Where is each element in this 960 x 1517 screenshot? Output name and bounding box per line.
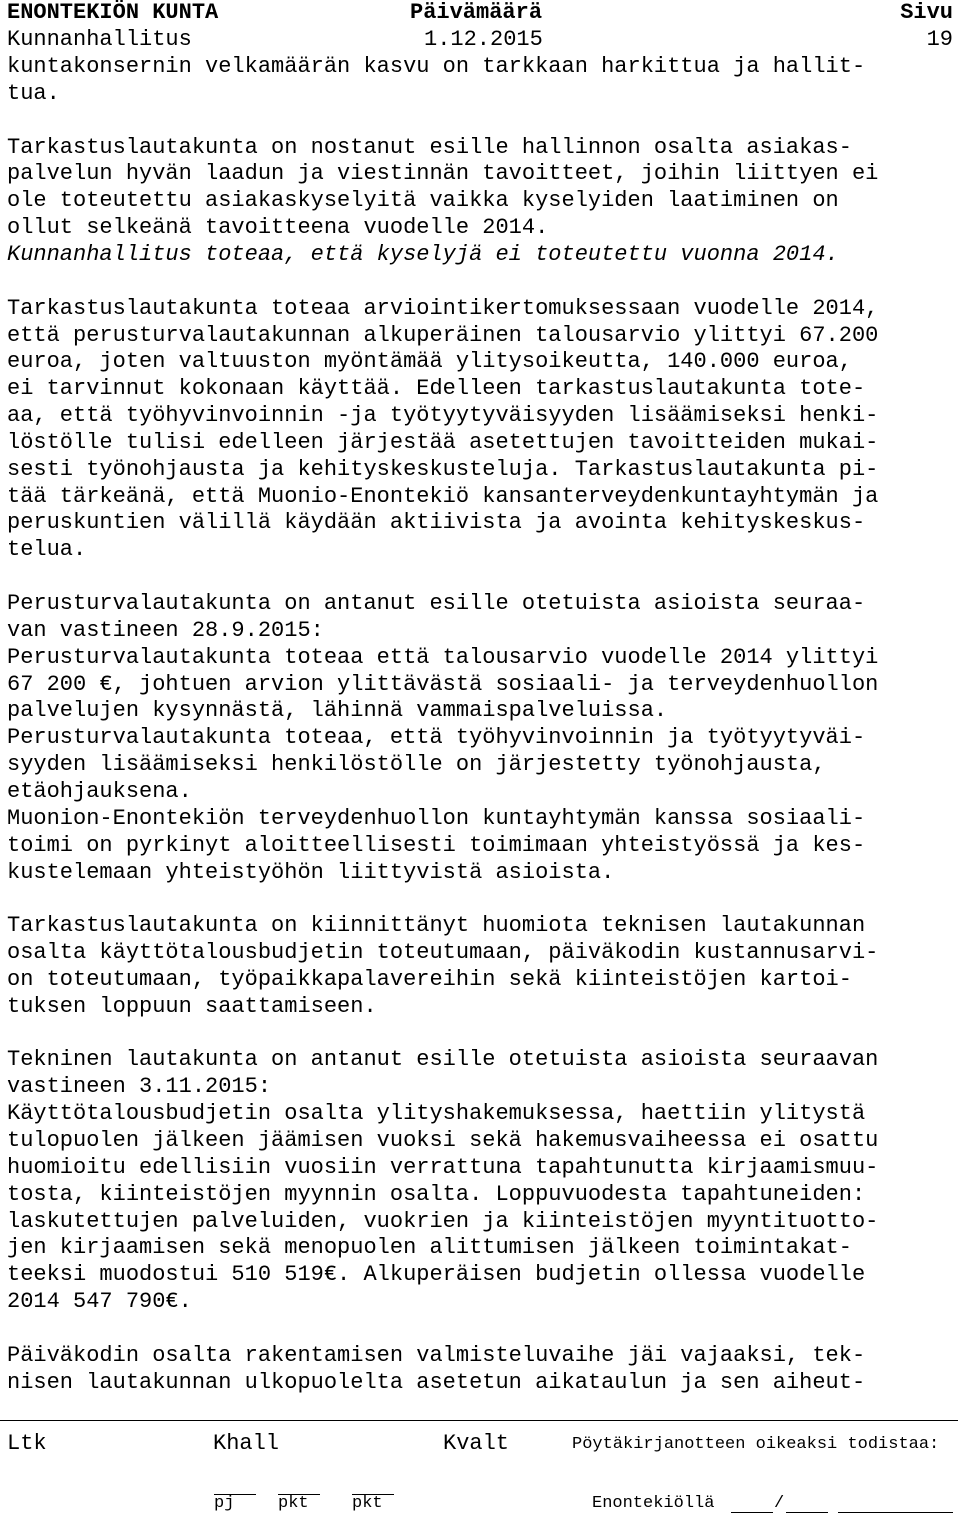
footer-pj: pj: [214, 1494, 235, 1513]
text-line: Perusturvalautakunta toteaa että talousarvio vuodelle 2014 ylittyi: [7, 644, 879, 670]
text-line: on toteutumaan, työpaikkapalavereihin sekä kiinteistöjen kartoi-: [7, 966, 852, 992]
text-line: Käyttötalousbudjetin osalta ylityshakemuksessa, haettiin ylitystä: [7, 1101, 866, 1127]
text-line: tua.: [7, 80, 60, 106]
text-line: Tekninen lautakunta on antanut esille otetuista asioista seuraavan: [7, 1047, 879, 1073]
text-line: jen kirjaamisen sekä menopuolen alittumisen jälkeen toimintakat-: [7, 1235, 852, 1261]
text-line: huomioitu edellisiin vuosiin verrattuna tapahtunutta kirjaamismuu-: [7, 1154, 879, 1180]
footer-khall: Khall: [213, 1431, 280, 1456]
text-line: euroa, joten valtuuston myöntämää ylitysoikeutta, 140.000 euroa,: [7, 349, 852, 375]
text-line: löstölle tulisi edelleen järjestää asetettujen tavoitteiden mukai-: [7, 429, 879, 455]
footer-place: Enontekiöllä: [592, 1494, 715, 1513]
text-line: osalta käyttötalousbudjetin toteutumaan, päiväkodin kustannusarvi-: [7, 940, 879, 966]
footer-pkt-1: pkt: [278, 1494, 309, 1513]
footer-ltk: Ltk: [7, 1431, 47, 1456]
text-line: Tarkastuslautakunta on kiinnittänyt huomiota teknisen lautakunnan: [7, 913, 866, 939]
text-line: kustelemaan yhteistyöhön liittyvistä asioista.: [7, 859, 615, 885]
text-line: tuksen loppuun saattamiseen.: [7, 993, 377, 1019]
text-line: Kunnanhallitus toteaa, että kyselyjä ei toteutettu vuonna 2014.: [7, 241, 839, 267]
date-year-line: [838, 1494, 953, 1513]
text-line: ole toteutettu asiakaskyselyitä vaikka kyselyiden laatiminen on: [7, 188, 839, 214]
footer-kvalt: Kvalt: [443, 1431, 510, 1456]
council-name: Kunnanhallitus: [7, 27, 192, 52]
text-line: Päiväkodin osalta rakentamisen valmisteluvaihe jäi vajaaksi, tek-: [7, 1342, 866, 1368]
meeting-date: 1.12.2015: [424, 27, 543, 52]
text-line: nisen lautakunnan ulkopuolelta asetetun aikataulun ja sen aiheut-: [7, 1369, 866, 1395]
date-day-line: [731, 1494, 773, 1513]
text-line: Tarkastuslautakunta on nostanut esille hallinnon osalta asiakas-: [7, 134, 852, 160]
text-line: että perusturvalautakunnan alkuperäinen talousarvio ylittyi 67.200: [7, 322, 879, 348]
text-line: kuntakonsernin velkamäärän kasvu on tarkkaan harkittua ja hallit-: [7, 54, 866, 79]
text-line: ei tarvinnut kokonaan käyttää. Edelleen tarkastuslautakunta tote-: [7, 376, 866, 402]
footer-certify-label: Pöytäkirjanotteen oikeaksi todistaa:: [572, 1435, 940, 1454]
text-line: ollut selkeänä tavoitteena vuodelle 2014.: [7, 215, 549, 241]
text-line: Perusturvalautakunta toteaa, että työhyvinvoinnin ja työtyytyväi-: [7, 725, 866, 751]
text-line: etäohjauksena.: [7, 778, 192, 804]
text-line: sesti työnohjausta ja kehityskeskusteluja. Tarkastuslautakunta pi-: [7, 456, 879, 482]
text-line: toimi on pyrkinyt aloitteellisesti toimimaan yhteistyössä ja kes-: [7, 832, 866, 858]
header-row-2: [7, 26, 953, 53]
text-line: Perusturvalautakunta on antanut esille otetuista asioista seuraa-: [7, 591, 866, 616]
text-line: teeksi muodostui 510 519€. Alkuperäisen budjetin ollessa vuodelle: [7, 1262, 866, 1288]
text-line: peruskuntien välillä käydään aktiivista ja avointa kehityskeskus-: [7, 510, 866, 536]
footer-pkt-2: pkt: [352, 1494, 383, 1513]
text-line: tosta, kiinteistöjen myynnin osalta. Loppuvuodesta tapahtuneiden:: [7, 1181, 866, 1207]
text-line: aa, että työhyvinvoinnin -ja työtyytyväisyyden lisäämiseksi henki-: [7, 403, 879, 429]
text-line: 2014 547 790€.: [7, 1289, 192, 1315]
text-line: Muonion-Enontekiön terveydenhuollon kuntayhtymän kanssa sosiaali-: [7, 805, 866, 831]
text-line: 67 200 €, johtuen arvion ylittävästä sosiaali- ja terveydenhuollon: [7, 671, 879, 697]
page-number: 19: [926, 27, 953, 52]
text-line: telua.: [7, 537, 87, 563]
date-label: Päivämäärä: [410, 0, 543, 25]
text-line: vastineen 3.11.2015:: [7, 1074, 272, 1100]
text-line: tää tärkeänä, että Muonio-Enontekiö kansanterveydenkuntayhtymän ja: [7, 483, 879, 509]
text-line: Tarkastuslautakunta toteaa arviointikertomuksessaan vuodelle 2014,: [7, 295, 879, 321]
footer-date-slash: /: [774, 1494, 785, 1513]
municipality-name: ENONTEKIÖN KUNTA: [7, 0, 219, 25]
text-line: palvelujen kysynnästä, lähinnä vammaispalveluissa.: [7, 698, 668, 724]
text-line: laskutettujen palveluiden, vuokrien ja kiinteistöjen myyntituotto-: [7, 1208, 879, 1234]
text-line: syyden lisäämiseksi henkilöstölle on järjestetty työnohjausta,: [7, 752, 826, 778]
text-line: tulopuolen jälkeen jäämisen vuoksi sekä hakemusvaiheessa ei osattu: [7, 1128, 879, 1153]
header-row-1: [7, 0, 953, 26]
page-label: Sivu: [900, 0, 953, 25]
date-month-line: [786, 1494, 828, 1513]
text-line: van vastineen 28.9.2015:: [7, 617, 324, 643]
footer-rule: [0, 1420, 958, 1421]
text-line: palvelun hyvän laadun ja viestinnän tavoitteet, joihin liittyen ei: [7, 161, 879, 187]
